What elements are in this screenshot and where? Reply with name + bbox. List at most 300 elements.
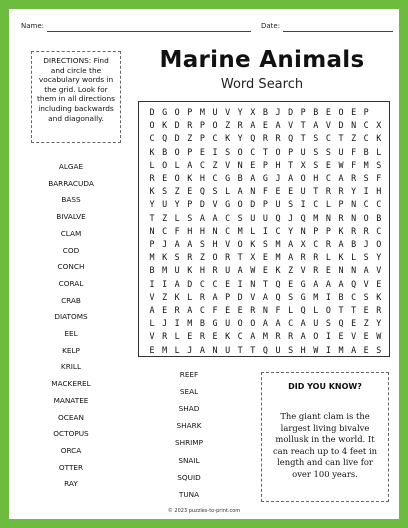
- grid-letter[interactable]: Z: [363, 318, 369, 329]
- grid-letter[interactable]: T: [262, 278, 268, 289]
- grid-letter[interactable]: J: [275, 107, 281, 117]
- grid-letter[interactable]: Z: [162, 212, 168, 223]
- grid-letter[interactable]: I: [325, 291, 331, 302]
- grid-letter[interactable]: V: [212, 199, 218, 210]
- grid-letter[interactable]: E: [250, 159, 256, 170]
- grid-letter[interactable]: V: [325, 120, 331, 131]
- grid-letter[interactable]: Q: [275, 212, 281, 223]
- grid-letter[interactable]: A: [338, 173, 344, 183]
- date-line[interactable]: [283, 31, 393, 32]
- grid-letter[interactable]: U: [212, 107, 218, 117]
- grid-letter[interactable]: E: [262, 120, 268, 131]
- grid-letter[interactable]: D: [237, 291, 243, 302]
- grid-letter[interactable]: E: [351, 318, 357, 329]
- grid-letter[interactable]: R: [187, 252, 193, 263]
- grid-letter[interactable]: H: [199, 225, 205, 236]
- grid-letter[interactable]: X: [300, 159, 306, 170]
- grid-letter[interactable]: E: [262, 252, 268, 263]
- grid-letter[interactable]: K: [162, 120, 168, 131]
- grid-letter[interactable]: C: [363, 133, 369, 144]
- grid-letter[interactable]: N: [262, 305, 268, 315]
- grid-letter[interactable]: H: [313, 173, 319, 183]
- grid-letter[interactable]: T: [262, 146, 268, 157]
- grid-letter[interactable]: C: [237, 331, 243, 342]
- grid-letter[interactable]: P: [187, 146, 193, 157]
- grid-letter[interactable]: I: [262, 225, 268, 236]
- grid-letter[interactable]: L: [351, 252, 357, 263]
- grid-letter[interactable]: S: [325, 146, 331, 157]
- grid-letter[interactable]: U: [225, 265, 231, 276]
- grid-letter[interactable]: Q: [351, 278, 357, 289]
- grid-letter[interactable]: F: [275, 305, 281, 315]
- grid-letter[interactable]: W: [250, 265, 256, 276]
- grid-letter[interactable]: G: [300, 278, 306, 289]
- grid-letter[interactable]: Y: [174, 199, 180, 210]
- grid-letter[interactable]: Z: [288, 265, 294, 276]
- grid-letter[interactable]: V: [363, 278, 369, 289]
- grid-letter[interactable]: C: [351, 291, 357, 302]
- grid-letter[interactable]: O: [212, 252, 218, 263]
- grid-letter[interactable]: W: [313, 344, 319, 355]
- grid-letter[interactable]: X: [300, 239, 306, 249]
- grid-letter[interactable]: A: [237, 186, 243, 197]
- grid-letter[interactable]: R: [212, 265, 218, 276]
- grid-letter[interactable]: B: [313, 107, 319, 117]
- grid-letter[interactable]: U: [313, 318, 319, 329]
- grid-letter[interactable]: P: [149, 239, 155, 249]
- grid-letter[interactable]: I: [162, 278, 168, 289]
- grid-letter[interactable]: M: [162, 344, 168, 355]
- grid-letter[interactable]: K: [376, 291, 382, 302]
- grid-letter[interactable]: N: [351, 199, 357, 210]
- grid-letter[interactable]: C: [162, 225, 168, 236]
- grid-letter[interactable]: U: [262, 212, 268, 223]
- grid-letter[interactable]: L: [174, 159, 180, 170]
- grid-letter[interactable]: A: [187, 239, 193, 249]
- grid-letter[interactable]: B: [149, 265, 155, 276]
- grid-letter[interactable]: E: [288, 278, 294, 289]
- grid-letter[interactable]: C: [376, 199, 382, 210]
- grid-letter[interactable]: F: [351, 159, 357, 170]
- grid-letter[interactable]: D: [174, 120, 180, 131]
- grid-letter[interactable]: L: [376, 146, 382, 157]
- grid-letter[interactable]: Y: [376, 318, 382, 329]
- grid-letter[interactable]: H: [300, 344, 306, 355]
- grid-letter[interactable]: N: [351, 120, 357, 131]
- grid-letter[interactable]: A: [300, 331, 306, 342]
- grid-letter[interactable]: P: [187, 199, 193, 210]
- grid-letter[interactable]: G: [262, 173, 268, 183]
- grid-letter[interactable]: X: [376, 120, 382, 131]
- grid-letter[interactable]: D: [250, 199, 256, 210]
- grid-letter[interactable]: C: [212, 133, 218, 144]
- grid-letter[interactable]: N: [149, 225, 155, 236]
- grid-letter[interactable]: T: [288, 159, 294, 170]
- grid-letter[interactable]: N: [212, 344, 218, 355]
- grid-letter[interactable]: O: [162, 159, 168, 170]
- grid-letter[interactable]: W: [338, 159, 344, 170]
- grid-letter[interactable]: O: [174, 173, 180, 183]
- grid-letter[interactable]: S: [376, 159, 382, 170]
- grid-letter[interactable]: V: [300, 265, 306, 276]
- grid-letter[interactable]: B: [363, 146, 369, 157]
- grid-letter[interactable]: Q: [162, 133, 168, 144]
- grid-letter[interactable]: F: [262, 186, 268, 197]
- grid-letter[interactable]: B: [262, 107, 268, 117]
- grid-letter[interactable]: A: [174, 239, 180, 249]
- grid-letter[interactable]: R: [338, 186, 344, 197]
- grid-letter[interactable]: T: [338, 305, 344, 315]
- grid-letter[interactable]: P: [313, 225, 319, 236]
- grid-letter[interactable]: R: [162, 331, 168, 342]
- grid-letter[interactable]: P: [199, 120, 205, 131]
- grid-letter[interactable]: A: [313, 278, 319, 289]
- grid-letter[interactable]: R: [225, 252, 231, 263]
- grid-letter[interactable]: L: [174, 344, 180, 355]
- grid-letter[interactable]: L: [313, 305, 319, 315]
- grid-letter[interactable]: V: [250, 291, 256, 302]
- grid-letter[interactable]: O: [174, 107, 180, 117]
- grid-letter[interactable]: C: [325, 133, 331, 144]
- grid-letter[interactable]: S: [363, 291, 369, 302]
- grid-letter[interactable]: M: [237, 225, 243, 236]
- grid-letter[interactable]: F: [174, 225, 180, 236]
- grid-letter[interactable]: Z: [225, 120, 231, 131]
- grid-letter[interactable]: H: [199, 173, 205, 183]
- grid-letter[interactable]: S: [313, 133, 319, 144]
- grid-letter[interactable]: P: [363, 107, 369, 117]
- grid-letter[interactable]: S: [174, 252, 180, 263]
- grid-letter[interactable]: P: [262, 159, 268, 170]
- grid-letter[interactable]: V: [351, 331, 357, 342]
- grid-letter[interactable]: D: [288, 107, 294, 117]
- grid-letter[interactable]: D: [149, 107, 155, 117]
- grid-letter[interactable]: Z: [351, 133, 357, 144]
- grid-letter[interactable]: Q: [300, 212, 306, 223]
- grid-letter[interactable]: C: [250, 146, 256, 157]
- grid-letter[interactable]: H: [212, 239, 218, 249]
- grid-letter[interactable]: F: [376, 173, 382, 183]
- grid-letter[interactable]: E: [225, 278, 231, 289]
- grid-letter[interactable]: O: [237, 318, 243, 329]
- grid-letter[interactable]: R: [325, 239, 331, 249]
- grid-letter[interactable]: R: [300, 252, 306, 263]
- grid-letter[interactable]: S: [313, 146, 319, 157]
- grid-letter[interactable]: A: [212, 291, 218, 302]
- grid-letter[interactable]: E: [212, 331, 218, 342]
- grid-letter[interactable]: T: [300, 133, 306, 144]
- grid-letter[interactable]: A: [262, 291, 268, 302]
- grid-letter[interactable]: E: [187, 331, 193, 342]
- grid-letter[interactable]: A: [338, 278, 344, 289]
- grid-letter[interactable]: R: [275, 133, 281, 144]
- grid-letter[interactable]: U: [174, 265, 180, 276]
- grid-letter[interactable]: V: [225, 239, 231, 249]
- grid-letter[interactable]: B: [199, 318, 205, 329]
- grid-letter[interactable]: O: [338, 107, 344, 117]
- grid-letter[interactable]: C: [225, 225, 231, 236]
- grid-letter[interactable]: N: [300, 225, 306, 236]
- grid-letter[interactable]: S: [199, 239, 205, 249]
- grid-letter[interactable]: R: [149, 173, 155, 183]
- grid-letter[interactable]: P: [187, 107, 193, 117]
- grid-letter[interactable]: H: [275, 159, 281, 170]
- grid-letter[interactable]: K: [162, 252, 168, 263]
- grid-letter[interactable]: A: [338, 239, 344, 249]
- grid-letter[interactable]: R: [288, 331, 294, 342]
- grid-letter[interactable]: T: [300, 120, 306, 131]
- grid-letter[interactable]: B: [376, 212, 382, 223]
- grid-letter[interactable]: B: [351, 239, 357, 249]
- grid-letter[interactable]: C: [325, 173, 331, 183]
- grid-letter[interactable]: A: [288, 239, 294, 249]
- grid-letter[interactable]: H: [187, 225, 193, 236]
- grid-letter[interactable]: K: [187, 173, 193, 183]
- grid-letter[interactable]: S: [187, 212, 193, 223]
- grid-letter[interactable]: A: [187, 159, 193, 170]
- grid-letter[interactable]: E: [338, 331, 344, 342]
- grid-letter[interactable]: T: [313, 186, 319, 197]
- grid-letter[interactable]: A: [250, 173, 256, 183]
- grid-letter[interactable]: K: [338, 225, 344, 236]
- grid-letter[interactable]: L: [149, 159, 155, 170]
- grid-letter[interactable]: E: [199, 146, 205, 157]
- grid-letter[interactable]: O: [237, 199, 243, 210]
- grid-letter[interactable]: R: [313, 265, 319, 276]
- grid-letter[interactable]: C: [199, 278, 205, 289]
- grid-letter[interactable]: L: [325, 252, 331, 263]
- grid-letter[interactable]: X: [250, 252, 256, 263]
- grid-letter[interactable]: N: [250, 186, 256, 197]
- grid-letter[interactable]: A: [199, 344, 205, 355]
- grid-letter[interactable]: A: [199, 212, 205, 223]
- grid-letter[interactable]: G: [212, 318, 218, 329]
- grid-letter[interactable]: N: [212, 225, 218, 236]
- grid-letter[interactable]: J: [275, 173, 281, 183]
- grid-letter[interactable]: M: [262, 331, 268, 342]
- grid-letter[interactable]: J: [288, 212, 294, 223]
- grid-letter[interactable]: E: [162, 305, 168, 315]
- grid-letter[interactable]: O: [376, 239, 382, 249]
- grid-letter[interactable]: A: [363, 265, 369, 276]
- grid-letter[interactable]: I: [174, 318, 180, 329]
- grid-letter[interactable]: D: [174, 133, 180, 144]
- grid-letter[interactable]: C: [225, 212, 231, 223]
- grid-letter[interactable]: C: [199, 159, 205, 170]
- grid-letter[interactable]: S: [288, 291, 294, 302]
- grid-letter[interactable]: Q: [262, 344, 268, 355]
- grid-letter[interactable]: O: [212, 120, 218, 131]
- grid-letter[interactable]: K: [275, 265, 281, 276]
- grid-letter[interactable]: R: [262, 133, 268, 144]
- grid-letter[interactable]: Q: [288, 133, 294, 144]
- grid-letter[interactable]: S: [225, 146, 231, 157]
- grid-letter[interactable]: A: [187, 305, 193, 315]
- grid-letter[interactable]: N: [325, 212, 331, 223]
- grid-letter[interactable]: I: [212, 146, 218, 157]
- grid-letter[interactable]: S: [363, 252, 369, 263]
- grid-letter[interactable]: U: [300, 186, 306, 197]
- grid-letter[interactable]: K: [376, 133, 382, 144]
- grid-letter[interactable]: R: [237, 120, 243, 131]
- grid-letter[interactable]: R: [351, 225, 357, 236]
- grid-letter[interactable]: D: [187, 278, 193, 289]
- grid-letter[interactable]: R: [351, 173, 357, 183]
- grid-letter[interactable]: K: [225, 331, 231, 342]
- grid-letter[interactable]: A: [300, 318, 306, 329]
- grid-letter[interactable]: L: [187, 291, 193, 302]
- grid-letter[interactable]: V: [225, 107, 231, 117]
- grid-letter[interactable]: G: [300, 291, 306, 302]
- grid-letter[interactable]: Y: [237, 133, 243, 144]
- grid-letter[interactable]: V: [149, 291, 155, 302]
- grid-letter[interactable]: C: [313, 199, 319, 210]
- grid-letter[interactable]: H: [376, 186, 382, 197]
- grid-letter[interactable]: N: [351, 265, 357, 276]
- grid-letter[interactable]: M: [275, 239, 281, 249]
- grid-letter[interactable]: C: [149, 133, 155, 144]
- grid-letter[interactable]: K: [149, 186, 155, 197]
- grid-letter[interactable]: T: [237, 252, 243, 263]
- grid-letter[interactable]: J: [363, 239, 369, 249]
- grid-letter[interactable]: O: [174, 146, 180, 157]
- grid-letter[interactable]: A: [325, 278, 331, 289]
- grid-letter[interactable]: T: [149, 212, 155, 223]
- grid-letter[interactable]: Y: [149, 199, 155, 210]
- grid-letter[interactable]: U: [338, 146, 344, 157]
- grid-letter[interactable]: M: [149, 252, 155, 263]
- grid-letter[interactable]: M: [313, 291, 319, 302]
- grid-letter[interactable]: S: [313, 159, 319, 170]
- grid-letter[interactable]: Q: [300, 305, 306, 315]
- grid-letter[interactable]: A: [174, 278, 180, 289]
- grid-letter[interactable]: A: [313, 120, 319, 131]
- grid-letter[interactable]: U: [162, 199, 168, 210]
- grid-letter[interactable]: R: [199, 331, 205, 342]
- grid-letter[interactable]: G: [225, 199, 231, 210]
- grid-letter[interactable]: Q: [199, 186, 205, 197]
- grid-letter[interactable]: T: [250, 344, 256, 355]
- grid-letter[interactable]: N: [338, 265, 344, 276]
- grid-letter[interactable]: M: [162, 265, 168, 276]
- grid-letter[interactable]: R: [376, 305, 382, 315]
- grid-letter[interactable]: D: [338, 120, 344, 131]
- grid-letter[interactable]: M: [338, 344, 344, 355]
- name-line[interactable]: [47, 31, 251, 32]
- grid-letter[interactable]: R: [325, 186, 331, 197]
- grid-letter[interactable]: G: [225, 173, 231, 183]
- grid-letter[interactable]: I: [325, 344, 331, 355]
- grid-letter[interactable]: E: [149, 344, 155, 355]
- grid-letter[interactable]: A: [288, 173, 294, 183]
- grid-letter[interactable]: B: [162, 146, 168, 157]
- grid-letter[interactable]: O: [237, 146, 243, 157]
- grid-letter[interactable]: E: [225, 305, 231, 315]
- grid-letter[interactable]: O: [250, 318, 256, 329]
- grid-letter[interactable]: C: [288, 318, 294, 329]
- grid-letter[interactable]: K: [174, 291, 180, 302]
- grid-letter[interactable]: C: [376, 225, 382, 236]
- grid-letter[interactable]: L: [225, 186, 231, 197]
- grid-letter[interactable]: E: [325, 159, 331, 170]
- grid-letter[interactable]: T: [237, 344, 243, 355]
- grid-letter[interactable]: L: [325, 199, 331, 210]
- grid-letter[interactable]: N: [250, 278, 256, 289]
- grid-letter[interactable]: C: [363, 199, 369, 210]
- grid-letter[interactable]: Q: [250, 133, 256, 144]
- grid-letter[interactable]: E: [325, 265, 331, 276]
- grid-letter[interactable]: M: [313, 212, 319, 223]
- grid-letter[interactable]: U: [225, 344, 231, 355]
- grid-letter[interactable]: E: [363, 344, 369, 355]
- grid-letter[interactable]: E: [162, 173, 168, 183]
- grid-letter[interactable]: E: [187, 186, 193, 197]
- grid-letter[interactable]: D: [199, 199, 205, 210]
- grid-letter[interactable]: U: [275, 344, 281, 355]
- grid-letter[interactable]: X: [250, 107, 256, 117]
- grid-letter[interactable]: I: [325, 331, 331, 342]
- grid-letter[interactable]: S: [262, 239, 268, 249]
- grid-letter[interactable]: C: [363, 120, 369, 131]
- grid-letter[interactable]: R: [174, 305, 180, 315]
- grid-letter[interactable]: R: [338, 212, 344, 223]
- grid-letter[interactable]: O: [300, 173, 306, 183]
- grid-letter[interactable]: E: [363, 305, 369, 315]
- grid-letter[interactable]: R: [250, 305, 256, 315]
- grid-letter[interactable]: I: [149, 278, 155, 289]
- grid-letter[interactable]: U: [300, 146, 306, 157]
- grid-letter[interactable]: P: [325, 225, 331, 236]
- grid-letter[interactable]: L: [250, 225, 256, 236]
- grid-letter[interactable]: E: [351, 107, 357, 117]
- grid-letter[interactable]: R: [275, 331, 281, 342]
- grid-letter[interactable]: A: [351, 344, 357, 355]
- grid-letter[interactable]: G: [162, 107, 168, 117]
- grid-letter[interactable]: S: [363, 173, 369, 183]
- grid-letter[interactable]: Q: [275, 278, 281, 289]
- grid-letter[interactable]: A: [288, 252, 294, 263]
- grid-letter[interactable]: R: [199, 291, 205, 302]
- grid-letter[interactable]: A: [262, 318, 268, 329]
- letter-grid[interactable]: [138, 101, 390, 357]
- grid-letter[interactable]: E: [288, 186, 294, 197]
- grid-letter[interactable]: O: [313, 331, 319, 342]
- grid-letter[interactable]: K: [187, 265, 193, 276]
- grid-letter[interactable]: A: [275, 120, 281, 131]
- grid-letter[interactable]: L: [174, 331, 180, 342]
- grid-letter[interactable]: U: [225, 318, 231, 329]
- grid-letter[interactable]: Y: [376, 252, 382, 263]
- grid-letter[interactable]: P: [338, 199, 344, 210]
- grid-letter[interactable]: K: [225, 133, 231, 144]
- grid-letter[interactable]: K: [250, 239, 256, 249]
- grid-letter[interactable]: Y: [351, 186, 357, 197]
- grid-letter[interactable]: E: [275, 186, 281, 197]
- grid-letter[interactable]: S: [288, 199, 294, 210]
- grid-letter[interactable]: O: [363, 212, 369, 223]
- grid-letter[interactable]: C: [275, 225, 281, 236]
- grid-letter[interactable]: C: [199, 305, 205, 315]
- grid-letter[interactable]: P: [300, 107, 306, 117]
- grid-letter[interactable]: R: [187, 120, 193, 131]
- grid-letter[interactable]: E: [237, 305, 243, 315]
- grid-letter[interactable]: A: [250, 120, 256, 131]
- grid-letter[interactable]: O: [149, 120, 155, 131]
- grid-letter[interactable]: Z: [187, 133, 193, 144]
- grid-letter[interactable]: I: [300, 199, 306, 210]
- grid-letter[interactable]: M: [275, 252, 281, 263]
- grid-letter[interactable]: E: [363, 331, 369, 342]
